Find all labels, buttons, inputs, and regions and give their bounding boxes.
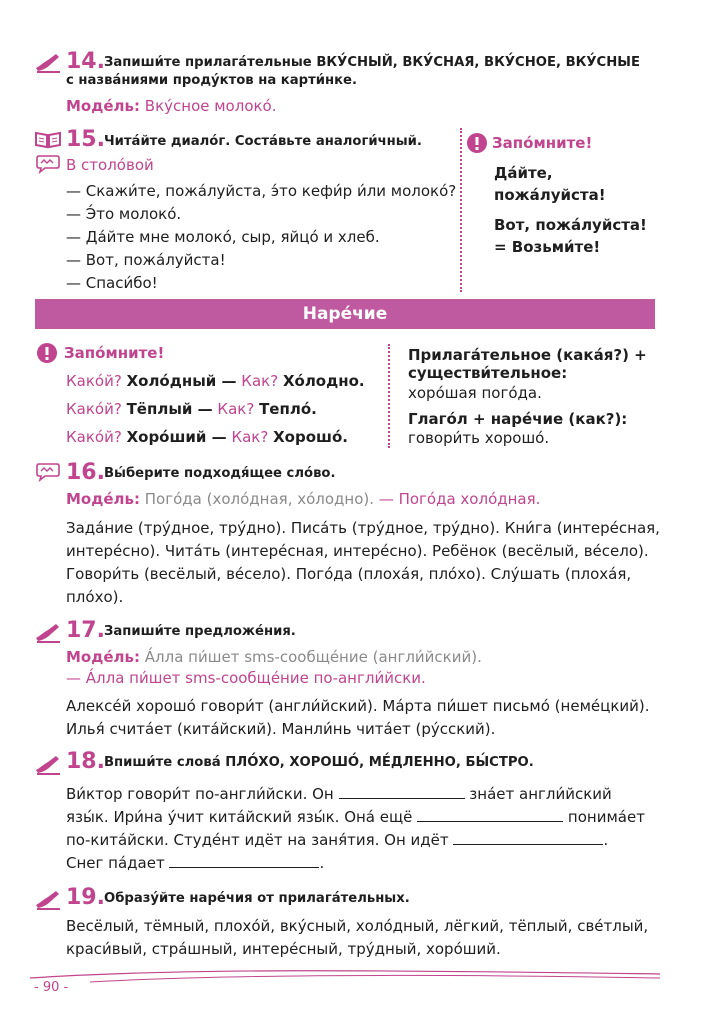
grammar-rule: Глаго́л + наре́чие (как?): — [408, 410, 628, 428]
fill-line — [66, 782, 612, 805]
adverb: Хорошо́. — [273, 428, 348, 446]
model-label: Моде́ль: — [66, 648, 140, 666]
note-line: Да́йте, — [494, 164, 553, 182]
exercise-title: Впиши́те слова́ ПЛО́ХО, ХОРОШО́, МЕ́ДЛЕННО, БЫ́СТРО. — [104, 755, 534, 770]
exercise-number: 17. — [66, 618, 105, 643]
exercise-title: Запиши́те предложе́ния. — [104, 624, 296, 639]
exercise-title: Образу́йте наре́чия от прилага́тельных. — [104, 891, 410, 906]
fill-line — [66, 851, 324, 874]
dialogue-line: — Вот, пожа́луйста! — [66, 251, 226, 269]
question-word: Как? — [241, 372, 279, 390]
fill-line — [66, 828, 608, 851]
adjective: Холо́дный — — [126, 372, 237, 390]
section-banner: Наре́чие — [35, 299, 655, 329]
fill-text: язы́к. Ири́на у́чит кита́йский язы́к. Она́ ещё — [66, 808, 413, 826]
dialogue-line: — Спаси́бо! — [66, 274, 158, 292]
exercise-number: 15. — [66, 127, 105, 152]
adverb-row — [66, 426, 348, 448]
dialogue-line: — Скажи́те, пожа́луйста, э́то кефи́р и́ли молоко́? — [66, 182, 457, 200]
fill-line — [66, 805, 645, 828]
adverb-row — [66, 370, 365, 392]
writing-hand-icon — [34, 887, 62, 911]
model-given: Пого́да (холо́дная, хо́лодно). — [144, 490, 375, 508]
page-number: - 90 - — [34, 980, 69, 995]
exercise-number: 18. — [66, 749, 105, 774]
speech-bubble-icon — [35, 154, 61, 174]
answer-blank[interactable] — [339, 782, 465, 799]
fill-text: зна́ет англи́йский — [469, 785, 612, 803]
dialogue-line: — Да́йте мне молоко́, сыр, яйцо́ и хлеб. — [66, 228, 380, 246]
dialogue-line: — Э́то молоко́. — [66, 205, 182, 223]
question-word: Как? — [217, 400, 255, 418]
model-label: Моде́ль: — [66, 490, 140, 508]
answer-blank[interactable] — [453, 828, 603, 845]
task-line: Илья́ счита́ет (кита́йский). Манли́нь чита́ет (ру́сский). — [66, 720, 496, 738]
model-line — [66, 95, 277, 117]
model-label: Моде́ль: — [66, 97, 140, 115]
fill-text: по-кита́йски. Студе́нт идёт на заня́тия. Он идёт — [66, 831, 449, 849]
exercise-title: Запиши́те прилага́тельные ВКУ́СНЫЙ, ВКУ́СНАЯ, ВКУ́СНОЕ, ВКУ́СНЫЕ — [104, 55, 640, 70]
model-answer: — А́лла пи́шет sms-сообще́ние по-англи́йски. — [66, 669, 426, 687]
writing-hand-icon — [34, 620, 62, 644]
task-line: Зада́ние (тру́дное, тру́дно). Писа́ть (тру́дное, тру́дно). Кни́га (интере́сная, — [66, 519, 660, 537]
question-word: Как? — [231, 428, 269, 446]
fill-text: понима́ет — [567, 808, 645, 826]
model-example: Вку́сное молоко́. — [144, 97, 277, 115]
exercise-title: Вы́берите подходя́щее сло́во. — [104, 466, 336, 481]
model-line — [66, 646, 482, 668]
task-line: Весёлый, тёмный, плохо́й, вку́сный, холо́дный, лёгкий, тёплый, све́тлый, — [66, 917, 649, 935]
note-line: = Возьми́те! — [494, 238, 601, 256]
footer-wave — [30, 966, 660, 986]
model-given: А́лла пи́шет sms-сообще́ние (англи́йский). — [144, 648, 482, 666]
note-heading: Запо́мните! — [64, 344, 165, 362]
writing-hand-icon — [34, 752, 62, 776]
note-line: Вот, пожа́луйста! — [494, 216, 647, 234]
exclamation-icon — [36, 342, 58, 364]
answer-blank[interactable] — [169, 851, 319, 868]
speech-bubble-icon — [35, 462, 61, 482]
rule-example: хоро́шая пого́да. — [408, 384, 542, 402]
adjective: Хоро́ший — — [126, 428, 227, 446]
fill-text: Снег па́дает — [66, 854, 165, 872]
rule-example: говори́ть хорошо́. — [408, 429, 550, 447]
task-line: краси́вый, стра́шный, интере́сный, тру́дный, хоро́ший. — [66, 940, 501, 958]
grammar-rule: Прилага́тельное (кака́я?) + — [408, 346, 647, 364]
column-divider — [388, 344, 390, 448]
task-line: Алексе́й хорошо́ говори́т (англи́йский). Ма́рта пи́шет письмо́ (неме́цкий). — [66, 697, 650, 715]
task-line: Говори́ть (весёлый, ве́село). Пого́да (плоха́я, пло́хо). Слу́шать (плоха́я, — [66, 565, 632, 583]
fill-text: . — [319, 854, 325, 872]
exclamation-icon — [466, 132, 488, 154]
exercise-title: Чита́йте диало́г. Соста́вьте аналоги́чный. — [104, 134, 422, 149]
writing-hand-icon — [34, 50, 62, 74]
note-line: пожа́луйста! — [494, 186, 606, 204]
task-line: пло́хо). — [66, 588, 124, 606]
dialogue-subtitle: В столо́вой — [66, 156, 154, 174]
grammar-rule: существи́тельное: — [408, 364, 568, 382]
exercise-number: 16. — [66, 460, 105, 485]
fill-text: . — [603, 831, 609, 849]
question-word: Како́й? — [66, 372, 122, 390]
open-book-icon — [34, 131, 62, 149]
note-heading: Запо́мните! — [492, 134, 593, 152]
adjective: Тёплый — — [126, 400, 213, 418]
fill-text: Ви́ктор говори́т по-англи́йски. Он — [66, 785, 334, 803]
exercise-number: 19. — [66, 885, 105, 910]
question-word: Како́й? — [66, 400, 122, 418]
task-line: интере́сно). Чита́ть (интере́сная, интере́сно). Ребёнок (весёлый, ве́село). — [66, 542, 649, 560]
question-word: Како́й? — [66, 428, 122, 446]
exercise-number: 14. — [66, 49, 105, 74]
model-answer: — Пого́да холо́дная. — [378, 490, 541, 508]
adverb: Тепло́. — [259, 400, 317, 418]
adverb: Хо́лодно. — [282, 372, 365, 390]
model-line — [66, 488, 540, 510]
exercise-title-cont: с назва́ниями проду́ктов на карти́нке. — [66, 73, 357, 88]
column-divider — [460, 128, 462, 292]
answer-blank[interactable] — [417, 805, 563, 822]
adverb-row — [66, 398, 317, 420]
